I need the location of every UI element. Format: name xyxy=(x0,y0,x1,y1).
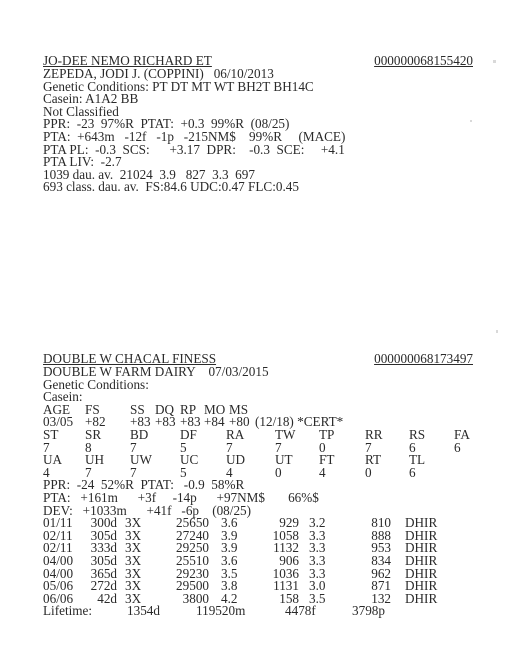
lact-days: 300d xyxy=(90,515,117,531)
trait-value: 7 xyxy=(85,464,92,480)
trait-value: 0 xyxy=(319,439,326,455)
lactation-row xyxy=(43,590,483,606)
record-header xyxy=(43,353,483,366)
score-head: SS xyxy=(130,401,145,417)
lact-fat: 158 xyxy=(279,590,299,606)
animal-name: JO-DEE NEMO RICHARD ET xyxy=(43,53,212,68)
lact-source: DHIR xyxy=(405,590,438,606)
lact-milkings: 3X xyxy=(125,527,142,543)
score-head: DQ xyxy=(155,401,175,417)
daughter-average: 1039 dau. av. 21024 3.9 827 3.3 697 xyxy=(43,166,255,182)
lact-days: 365d xyxy=(90,565,117,581)
score-value: +83 xyxy=(130,414,151,430)
lifetime-days: 1354d xyxy=(127,603,160,619)
lifetime-fat: 4478f xyxy=(285,603,316,619)
lifetime-label: Lifetime: xyxy=(43,603,93,619)
trait-head: BD xyxy=(130,426,149,442)
lact-source: DHIR xyxy=(405,565,438,581)
trait-head: RS xyxy=(409,426,426,442)
trait-head: FA xyxy=(454,426,470,442)
lact-protein-pct: 3.3 xyxy=(309,527,326,543)
score-value: +82 xyxy=(85,414,106,430)
lact-source: DHIR xyxy=(405,578,438,594)
ppr-line: PPR: -23 97%R PTAT: +0.3 99%R (08/25) xyxy=(43,116,290,132)
trait-head: RR xyxy=(365,426,383,442)
lact-days: 42d xyxy=(97,590,117,606)
lact-days: 305d xyxy=(90,527,117,543)
lact-fat-pct: 3.6 xyxy=(221,515,238,531)
lact-milkings: 3X xyxy=(125,515,142,531)
trait-value: 7 xyxy=(43,439,50,455)
lact-protein: 962 xyxy=(371,565,391,581)
casein: Casein: A1A2 BB xyxy=(43,91,139,107)
pta-liv-line: PTA LIV: -2.7 xyxy=(43,154,122,170)
lact-protein-pct: 3.5 xyxy=(309,590,326,606)
lact-fat-pct: 3.6 xyxy=(221,552,238,568)
lact-protein-pct: 3.0 xyxy=(309,578,326,594)
lifetime-milk: 119520m xyxy=(196,603,246,619)
linear-traits-header-1 xyxy=(43,426,483,442)
score-head: RP xyxy=(180,401,197,417)
trait-head: FT xyxy=(319,452,335,468)
score-cert: (12/18) *CERT* xyxy=(255,414,344,430)
lact-source: DHIR xyxy=(405,540,438,556)
pta-line: PTA: +643m -12f -1p -215NM$ 99%R (MACE) xyxy=(43,128,346,144)
lact-milk: 27240 xyxy=(176,527,209,543)
lact-days: 333d xyxy=(90,540,117,556)
trait-head: SR xyxy=(85,426,102,442)
trait-value: 7 xyxy=(226,439,233,455)
trait-head: TW xyxy=(275,426,296,442)
lact-date: 04/00 xyxy=(43,565,74,581)
pta-line: PTA: +161m +3f -14p +97NM$ 66%$ xyxy=(43,489,319,505)
score-value: +84 xyxy=(204,414,225,430)
genetic-conditions: Genetic Conditions: PT DT MT WT BH2T BH14C xyxy=(43,78,314,94)
lact-milk: 3800 xyxy=(182,590,209,606)
lact-milk: 25510 xyxy=(176,552,209,568)
trait-value: 7 xyxy=(130,439,137,455)
trait-value: 0 xyxy=(275,464,282,480)
trait-head: UD xyxy=(226,452,246,468)
lact-fat-pct: 3.8 xyxy=(221,578,238,594)
trait-value: 6 xyxy=(409,464,416,480)
trait-value: 7 xyxy=(130,464,137,480)
lact-protein: 888 xyxy=(371,527,391,543)
registration-number: 000000068173497 xyxy=(374,351,473,366)
lact-protein-pct: 3.3 xyxy=(309,565,326,581)
lactation-table xyxy=(43,517,483,605)
lact-milk: 29230 xyxy=(176,565,209,581)
lact-date: 02/11 xyxy=(43,527,73,543)
lact-protein: 810 xyxy=(371,515,391,531)
casein: Casein: xyxy=(43,389,83,405)
lact-milk: 29250 xyxy=(176,540,209,556)
lact-milkings: 3X xyxy=(125,552,142,568)
owner-line: DOUBLE W FARM DAIRY 07/03/2015 xyxy=(43,364,269,379)
dev-line: DEV: +1033m +41f -6p (08/25) xyxy=(43,502,252,518)
score-value: +83 xyxy=(155,414,176,430)
lact-date: 01/11 xyxy=(43,515,73,531)
record-jo-dee-nemo-richard xyxy=(43,55,483,194)
trait-head: TL xyxy=(409,452,426,468)
trait-value: 4 xyxy=(43,464,50,480)
trait-head: UC xyxy=(180,452,199,468)
lact-date: 05/06 xyxy=(43,578,74,594)
linear-traits-values-2 xyxy=(43,464,483,480)
trait-head: RT xyxy=(365,452,382,468)
score-value: 03/05 xyxy=(43,414,74,430)
score-head: MS xyxy=(229,401,249,417)
lact-protein: 834 xyxy=(371,552,391,568)
pta-pl-line: PTA PL: -0.3 SCS: +3.17 DPR: -0.3 SCE: +4.1 xyxy=(43,141,345,157)
lact-days: 305d xyxy=(90,552,117,568)
lact-days: 272d xyxy=(90,578,117,594)
record-double-w-chacal-finess xyxy=(43,353,483,618)
lact-fat: 1132 xyxy=(273,540,299,556)
classification: Not Classified xyxy=(43,103,119,119)
trait-value: 6 xyxy=(409,439,416,455)
lact-milkings: 3X xyxy=(125,578,142,594)
lact-fat: 1036 xyxy=(272,565,299,581)
trait-value: 0 xyxy=(365,464,372,480)
lact-protein: 871 xyxy=(371,578,391,594)
scan-speck xyxy=(493,60,496,63)
genetic-conditions: Genetic Conditions: xyxy=(43,376,149,392)
lact-protein-pct: 3.3 xyxy=(309,540,326,556)
lact-milkings: 3X xyxy=(125,565,142,581)
linear-traits-header-2 xyxy=(43,454,483,467)
trait-value: 6 xyxy=(454,439,461,455)
trait-value: 4 xyxy=(226,464,233,480)
scan-speck xyxy=(470,120,472,122)
lact-fat-pct: 3.5 xyxy=(221,565,238,581)
lact-date: 06/06 xyxy=(43,590,74,606)
trait-value: 4 xyxy=(319,464,326,480)
lact-protein-pct: 3.3 xyxy=(309,552,326,568)
lact-date: 04/00 xyxy=(43,552,74,568)
trait-value: 8 xyxy=(85,439,92,455)
lact-milkings: 3X xyxy=(125,540,142,556)
score-head: AGE xyxy=(43,401,71,417)
trait-value: 5 xyxy=(180,464,187,480)
lact-fat-pct: 3.9 xyxy=(221,540,238,556)
lact-fat: 1058 xyxy=(272,527,299,543)
lact-milk: 25650 xyxy=(176,515,209,531)
lact-milkings: 3X xyxy=(125,590,142,606)
registration-number: 000000068155420 xyxy=(374,53,473,68)
trait-value: 5 xyxy=(180,439,187,455)
lact-fat-pct: 4.2 xyxy=(221,590,238,606)
animal-name: DOUBLE W CHACAL FINESS xyxy=(43,351,217,366)
score-head: MO xyxy=(204,401,226,417)
lact-protein: 953 xyxy=(371,540,391,556)
lact-fat: 929 xyxy=(279,515,299,531)
trait-head: UT xyxy=(275,452,293,468)
trait-head: TP xyxy=(319,426,335,442)
classified-daughter-average: 693 class. dau. av. FS:84.6 UDC:0.47 FLC:0.45 xyxy=(43,179,299,195)
score-value: +83 xyxy=(180,414,201,430)
lact-protein-pct: 3.2 xyxy=(309,515,326,531)
lact-source: DHIR xyxy=(405,515,438,531)
owner-line: ZEPEDA, JODI J. (COPPINI) 06/10/2013 xyxy=(43,66,274,81)
lact-fat-pct: 3.9 xyxy=(221,527,238,543)
lact-source: DHIR xyxy=(405,552,438,568)
lact-source: DHIR xyxy=(405,527,438,543)
scan-speck xyxy=(496,330,498,333)
lifetime-protein: 3798p xyxy=(352,603,385,619)
lact-protein: 132 xyxy=(371,590,391,606)
score-head: FS xyxy=(85,401,100,417)
lact-date: 02/11 xyxy=(43,540,73,556)
trait-head: UA xyxy=(43,452,63,468)
trait-value: 7 xyxy=(365,439,372,455)
lact-fat: 1131 xyxy=(273,578,299,594)
lifetime-row xyxy=(43,605,483,618)
score-value: +80 xyxy=(229,414,250,430)
trait-head: DF xyxy=(180,426,197,442)
lact-fat: 906 xyxy=(279,552,299,568)
trait-head: RA xyxy=(226,426,245,442)
ppr-line: PPR: -24 52%R PTAT: -0.9 58%R xyxy=(43,477,245,493)
trait-head: UH xyxy=(85,452,105,468)
lact-milk: 29500 xyxy=(176,578,209,594)
trait-head: ST xyxy=(43,426,59,442)
trait-value: 7 xyxy=(275,439,282,455)
trait-head: UW xyxy=(130,452,152,468)
record-header xyxy=(43,55,483,68)
